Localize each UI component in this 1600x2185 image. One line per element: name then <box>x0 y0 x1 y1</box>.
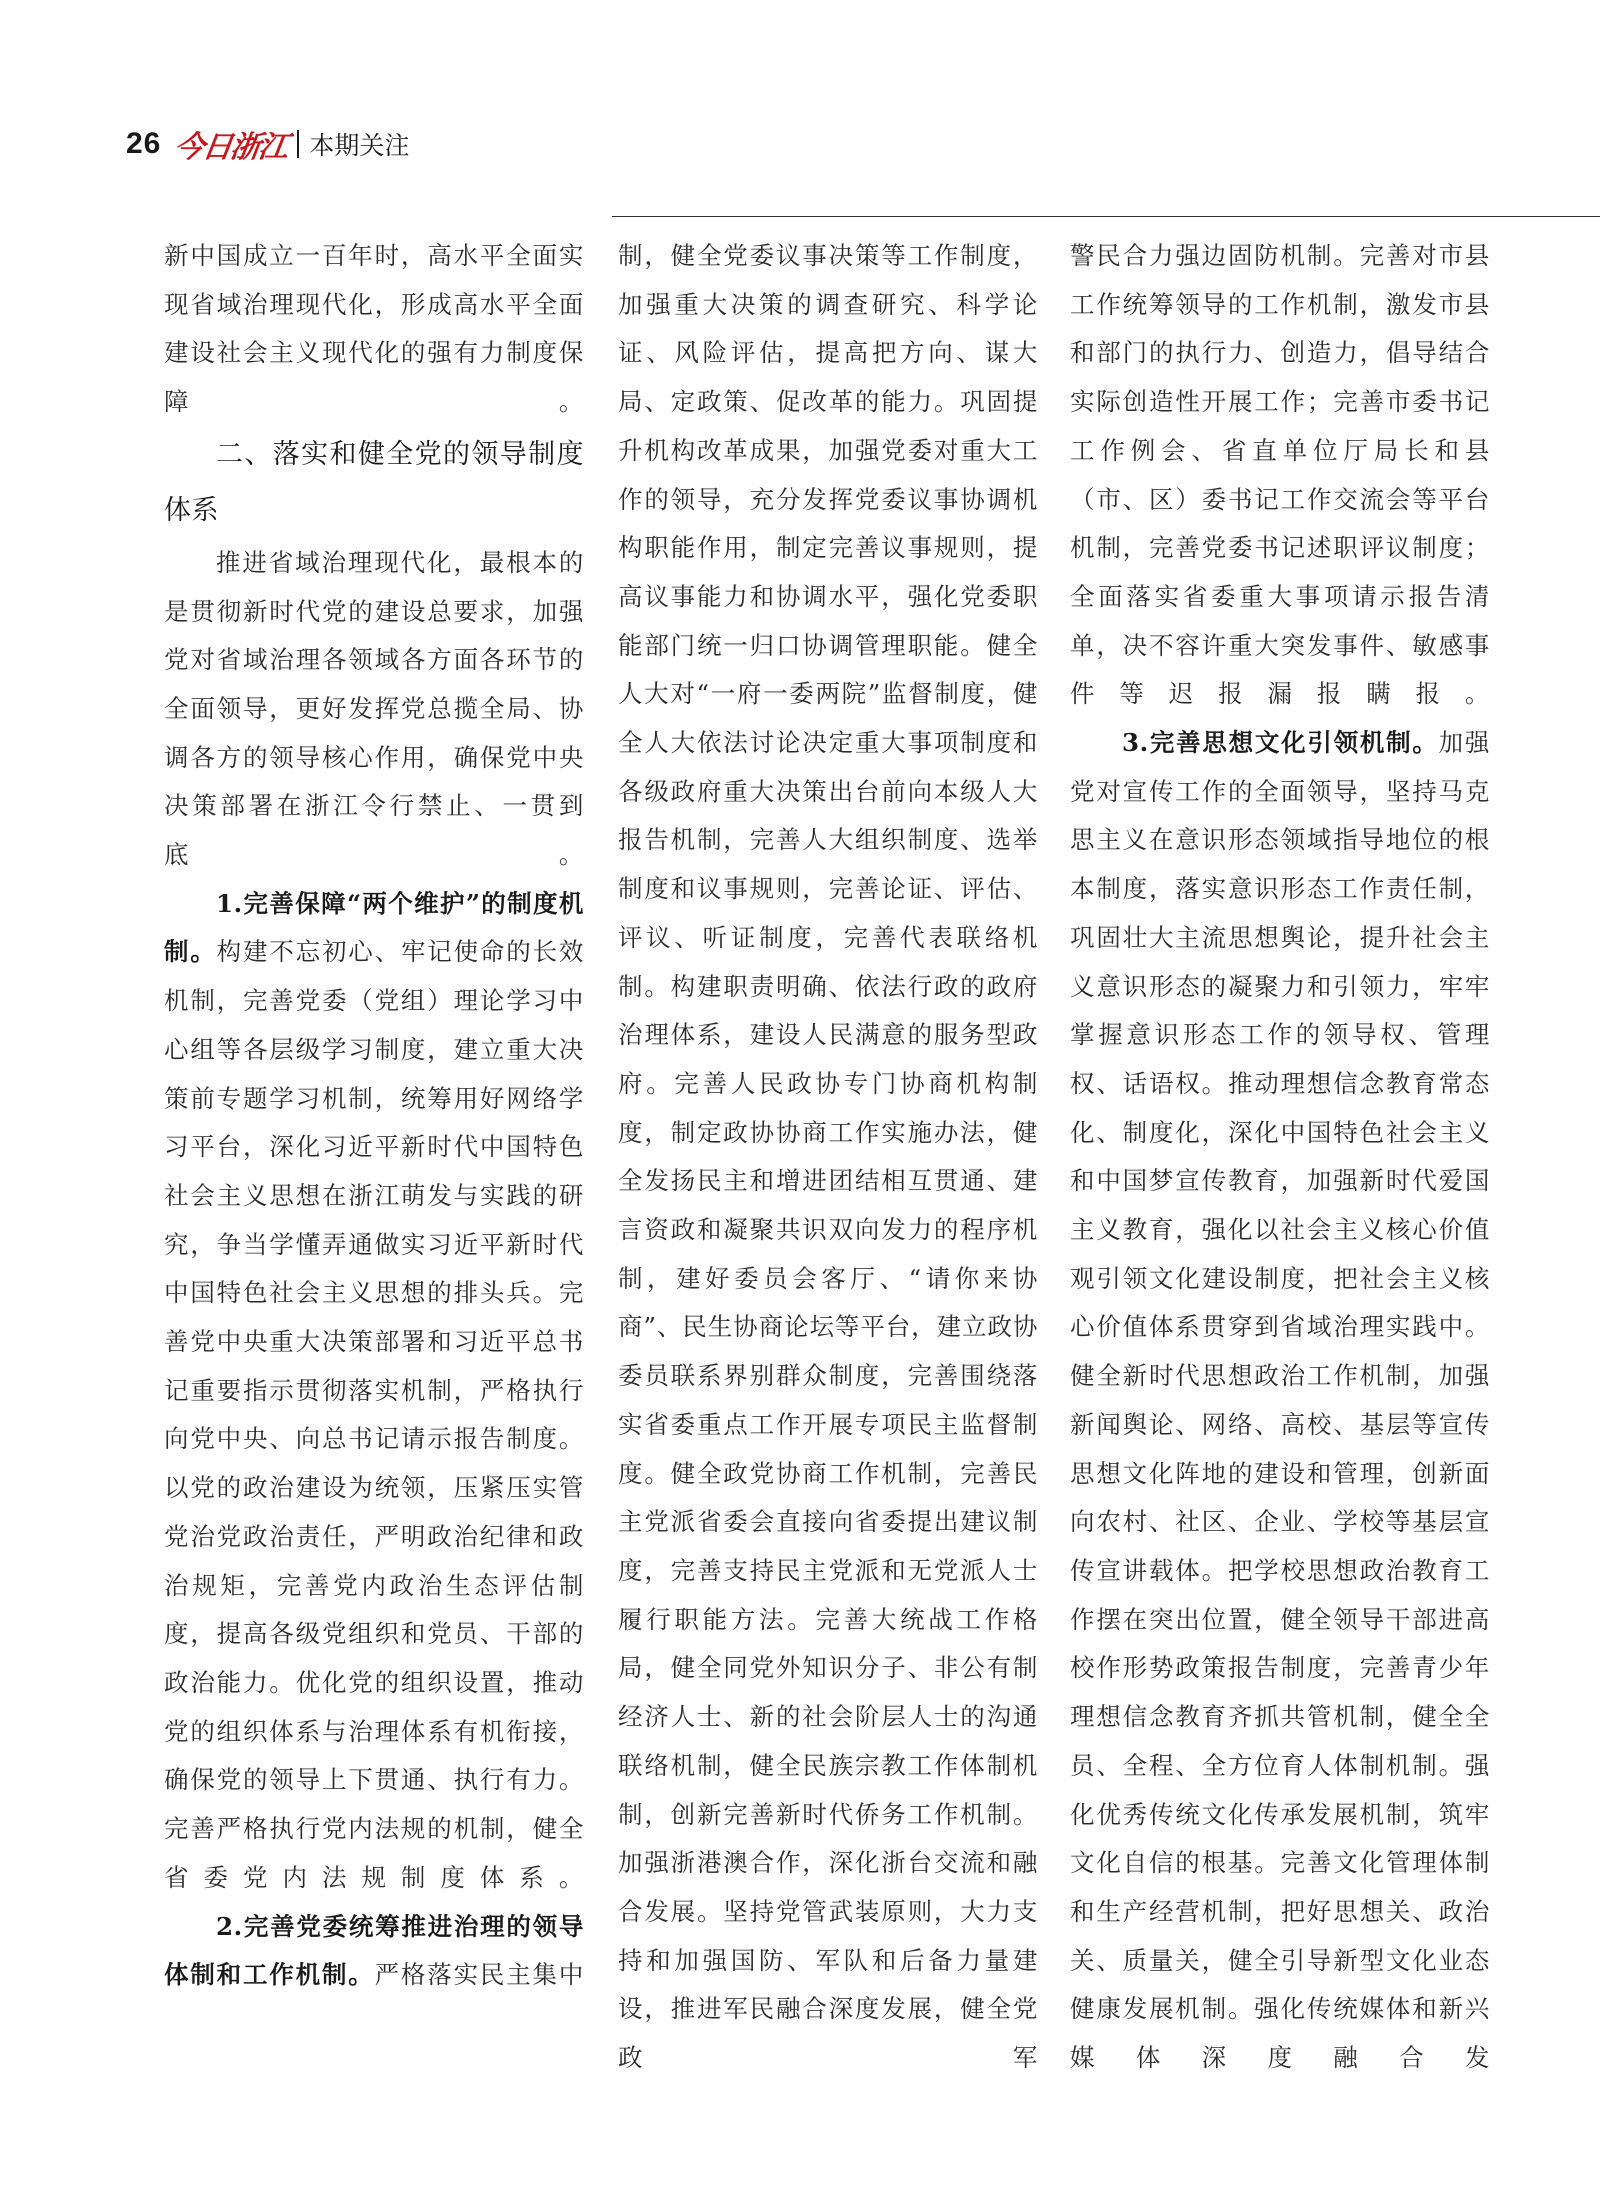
header-divider <box>297 130 299 158</box>
text-column-1 <box>164 232 584 2002</box>
magazine-logo: 今日浙江 <box>172 130 290 165</box>
text-column-3 <box>1070 232 1490 2073</box>
paragraph-body: 加强党对宣传工作的全面领导，坚持马克思主义在意识形态领域指导地位的根本制度，落实意识形态工作责任制，巩固壮大主流思想舆论，提升社会主义意识形态的凝聚力和引领力，牢牢掌握意识形态工作的领导权、管理权、话语权。推动理想信念教育常态化、制度化，深化中国特色社会主义和中国梦宣传教育，加强新时代爱国主义教育，强化以社会主义核心价值观引领文化建设制度，把社会主义核心价值体系贯穿到省域治理实践中。健全新时代思想政治工作机制，加强新闻舆论、网络、高校、基层等宣传思想文化阵地的建设和管理，创新面向农村、社区、企业、学校等基层宣传宣讲载体。把学校思想政治教育工作摆在突出位置，健全领导干部进高校作形势政策报告制度，完善青少年理想信念教育齐抓共管机制，健全全员、全程、全方位育人体制机制。强化优秀传统文化传承发展机制，筑牢文化自信的根基。完善文化管理体制和生产经营机制，把好思想关、政治关、质量关，健全引导新型文化业态健康发展机制。强化传统媒体和新兴媒体深度融合发 <box>1070 728 1490 2073</box>
paragraph <box>164 1903 584 2000</box>
paragraph-body: 严格落实民主集中 <box>374 1960 584 1990</box>
paragraph <box>164 880 584 1903</box>
subheading: 2.完善党委统筹推进治理的领导体制和工作机制。 <box>164 1911 584 1990</box>
page-header <box>126 124 409 164</box>
section-name: 本期关注 <box>309 131 410 160</box>
section-heading: 二、落实和健全党的领导制度体系 <box>164 438 584 526</box>
subheading: 3.完善思想文化引领机制。 <box>1122 728 1439 758</box>
paragraph: 制，健全党委议事决策等工作制度，加强重大决策的调查研究、科学论证、风险评估，提高把方向、谋大局、定政策、促改革的能力。巩固提升机构改革成果，加强党委对重大工作的领导，充分发挥党委议事协调机构职能作用，制定完善议事规则，提高议事能力和协调水平，强化党委职能部门统一归口协调管理职能。健全人大对“一府一委两院”监督制度，健全人大依法讨论决定重大事项制度和各级政府重大决策出台前向本级人大报告机制，完善人大组织制度、选举制度和议事规则，完善论证、评估、评议、听证制度，完善代表联络机制。构建职责明确、依法行政的政府治理体系，建设人民满意的服务型政府。完善人民政协专门协商机构制度，制定政协协商工作实施办法，健全发扬民主和增进团结相互贯通、建言资政和凝聚共识双向发力的程序机制，建好委员会客厅、“请你来协商”、民生协商论坛等平台，建立政协委员联系界别群众制度，完善围绕落实省委重点工作开展专项民主监督制度。健全政党协商工作机制，完善民主党派省委会直接向省委提出建议制度，完善支持民主党派和无党派人士履行职能方法。完善大统战工作格局，健全同党外知识分子、非公有制经济人士、新的社会阶层人士的沟通联络机制，健全民族宗教工作体制机制，创新完善新时代侨务工作机制。加强浙港澳合作，深化浙台交流和融合发展。坚持党管武装原则，大力支持和加强国防、军队和后备力量建设，推进军民融合深度发展，健全党政军 <box>618 241 1038 2073</box>
paragraph <box>1070 719 1490 2083</box>
paragraph: 新中国成立一百年时，高水平全面实现省域治理现代化，形成高水平全面建设社会主义现代化的强有力制度保障。 <box>164 241 584 417</box>
paragraph: 警民合力强边固防机制。完善对市县工作统筹领导的工作机制，激发市县和部门的执行力、创造力，倡导结合实际创造性开展工作；完善市委书记工作例会、省直单位厅局长和县（市、区）委书记工作交流会等平台机制，完善党委书记述职评议制度；全面落实省委重大事项请示报告清单，决不容许重大突发事件、敏感事件等迟报漏报瞒报。 <box>1070 241 1490 709</box>
header-rule <box>612 216 1600 217</box>
text-column-2 <box>618 232 1038 2073</box>
page-number: 26 <box>126 127 162 160</box>
paragraph-body: 构建不忘初心、牢记使命的长效机制，完善党委（党组）理论学习中心组等各层级学习制度，建立重大决策前专题学习机制，统筹用好网络学习平台，深化习近平新时代中国特色社会主义思想在浙江萌发与实践的研究，争当学懂弄通做实习近平新时代中国特色社会主义思想的排头兵。完善党中央重大决策部署和习近平总书记重要指示贯彻落实机制，严格执行向党中央、向总书记请示报告制度。以党的政治建设为统领，压紧压实管党治党政治责任，严明政治纪律和政治规矩，完善党内政治生态评估制度，提高各级党组织和党员、干部的政治能力。优化党的组织设置，推动党的组织体系与治理体系有机衔接，确保党的领导上下贯通、执行有力。完善严格执行党内法规的机制，健全省委党内法规制度体系。 <box>164 937 584 1892</box>
paragraph: 推进省域治理现代化，最根本的是贯彻新时代党的建设总要求，加强党对省域治理各领域各方面各环节的全面领导，更好发挥党总揽全局、协调各方的领导核心作用，确保党中央决策部署在浙江令行禁止、一贯到底。 <box>164 547 584 870</box>
subheading: 1.完善保障“两个维护”的制度机制。 <box>164 888 584 967</box>
